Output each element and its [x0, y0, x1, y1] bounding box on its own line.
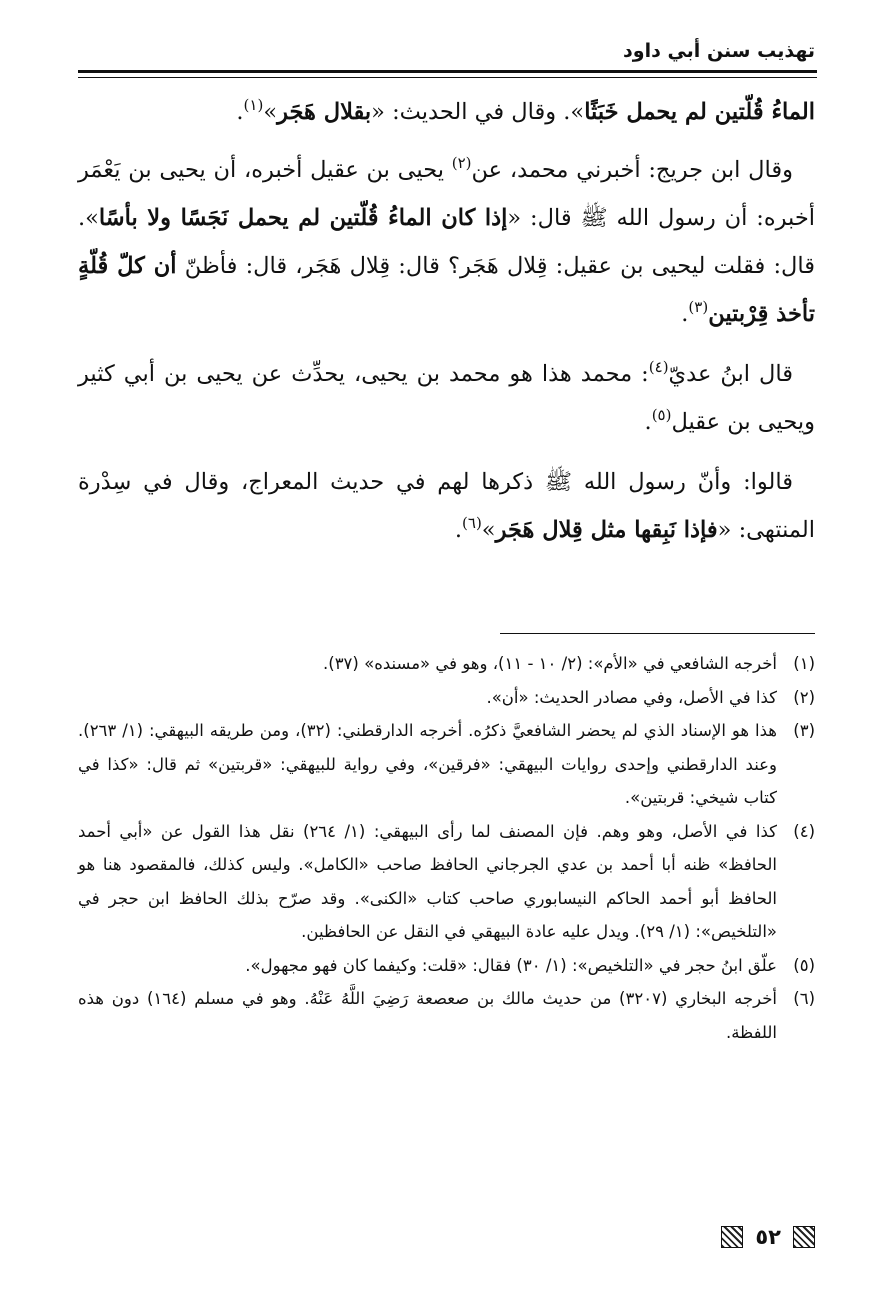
footnote-number: (٢)	[793, 687, 815, 707]
text-run: .	[454, 517, 463, 543]
footnotes	[78, 647, 815, 1049]
footnote-item	[78, 982, 815, 1049]
footnote-ref-5[interactable]: (٥)	[651, 406, 672, 424]
header-rule	[78, 70, 817, 78]
footnote-number: (٣)	[793, 721, 815, 740]
text-run: يحيى بن عقيل أخبره، أن يحيى بن يَعْمَر أخبره: أن رسول الله ﷺ قال: «	[78, 157, 815, 231]
footnote-separator	[500, 633, 815, 634]
footnote-ref-1[interactable]: (١)	[243, 96, 264, 114]
text-run: قالوا: وأنّ رسول الله ﷺ ذكرها لهم في حديث المعراج، وقال في سِدْرة المنتهى: «	[78, 469, 815, 543]
paragraph-2	[78, 146, 815, 338]
paragraph-3	[78, 350, 815, 446]
text-run: ». قال: فقلت ليحيى بن عقيل: قِلال هَجَر؟ قال: قِلال هَجَر، قال: فأظنّ	[78, 205, 815, 279]
footnote-text: أخرجه البخاري (٣٢٠٧) من حديث مالك بن صعصعة رَضِيَ اللَّهُ عَنْهُ. وهو في مسلم (١٦٤) دون هذه اللفظة.	[78, 989, 777, 1042]
footnote-text: كذا في الأصل، وهو وهم. فإن المصنف لما رأى البيهقي: (١/ ٢٦٤) نقل هذا القول عن «أبي أحمد الحافظ» ظنه أبا أحمد بن عدي الجرجاني الحافظ صاحب «الكامل». وليس كذلك، فالمقصود هنا هو الحافظ أبو أحمد الحاكم النيسابوري صاحب كتاب «الكنى». وقد صرّح بذلك الحافظ ابن حجر في «التلخيص»: (١/ ٢٩). ويدل عليه عادة البيهقي في النقل عن الحافظين.	[78, 821, 777, 941]
running-title: تهذيب سنن أبي داود	[623, 40, 815, 62]
text-run: وقال ابن جريج: أخبرني محمد، عن	[471, 157, 793, 183]
footnote-ref-4[interactable]: (٤)	[648, 358, 669, 376]
emphasis: فإذا نَبِقها مثل قِلال هَجَر	[495, 517, 718, 543]
paragraph-4	[78, 458, 815, 554]
text-run: .	[236, 99, 244, 125]
paragraph-1	[78, 88, 815, 136]
footnote-ref-2[interactable]: (٢)	[451, 154, 472, 172]
footnote-number: (٤)	[793, 821, 815, 841]
text-run: »	[263, 99, 278, 125]
footnote-text: علّق ابنُ حجر في «التلخيص»: (١/ ٣٠) فقال: «قلت: وكيفما كان فهو مجهول».	[245, 955, 777, 975]
footnote-item	[78, 949, 815, 983]
footnote-item	[78, 647, 815, 681]
footnote-number: (١)	[793, 654, 815, 673]
footnote-item	[78, 815, 815, 949]
text-run: .	[681, 301, 689, 327]
footnote-number: (٦)	[793, 989, 815, 1008]
footnote-item	[78, 714, 815, 815]
footnote-item	[78, 681, 815, 715]
emphasis: أن كلّ قُلّةٍ تأخذ قِرْبتين	[78, 253, 815, 327]
emphasis: بقلال هَجَر	[277, 99, 372, 125]
footnote-ref-3[interactable]: (٣)	[688, 298, 709, 316]
page-footer	[721, 1222, 815, 1252]
text-run: قال ابنُ عديّ	[668, 361, 793, 387]
footnote-ref-6[interactable]: (٦)	[462, 514, 482, 532]
text-run: ». وقال في الحديث: «	[371, 99, 585, 125]
arabesque-ornament-icon	[721, 1226, 743, 1248]
text-run: .	[644, 409, 652, 435]
footnote-text: كذا في الأصل، وفي مصادر الحديث: «أن».	[486, 687, 777, 707]
footnote-number: (٥)	[793, 955, 815, 975]
emphasis: إذا كان الماءُ قُلّتين لم يحمل نَجَسًا ولا بأسًا	[98, 205, 508, 231]
main-text	[78, 88, 815, 566]
emphasis: الماءُ قُلّتين لم يحمل خَبَثًا	[584, 99, 815, 125]
text-run: : محمد هذا هو محمد بن يحيى، يحدِّث عن يحيى بن أبي كثير ويحيى بن عقيل	[78, 361, 815, 435]
footnote-text: هذا هو الإسناد الذي لم يحضر الشافعيَّ ذكرُه. أخرجه الدارقطني: (٣٢)، ومن طريقه البيهقي: (١/ ٢٦٣). وعند الدارقطني وإحدى روايات البيهقي: «فرقين»، وفي رواية للبيهقي: «قربتين» ثم قال: «كذا في كتاب شيخي: قربتين».	[78, 721, 777, 807]
footnote-text: أخرجه الشافعي في «الأم»: (٢/ ١٠ - ١١)، وهو في «مسنده» (٣٧).	[323, 654, 777, 673]
page-number: ٥٢	[755, 1225, 781, 1249]
text-run: »	[481, 517, 496, 543]
arabesque-ornament-icon	[793, 1226, 815, 1248]
